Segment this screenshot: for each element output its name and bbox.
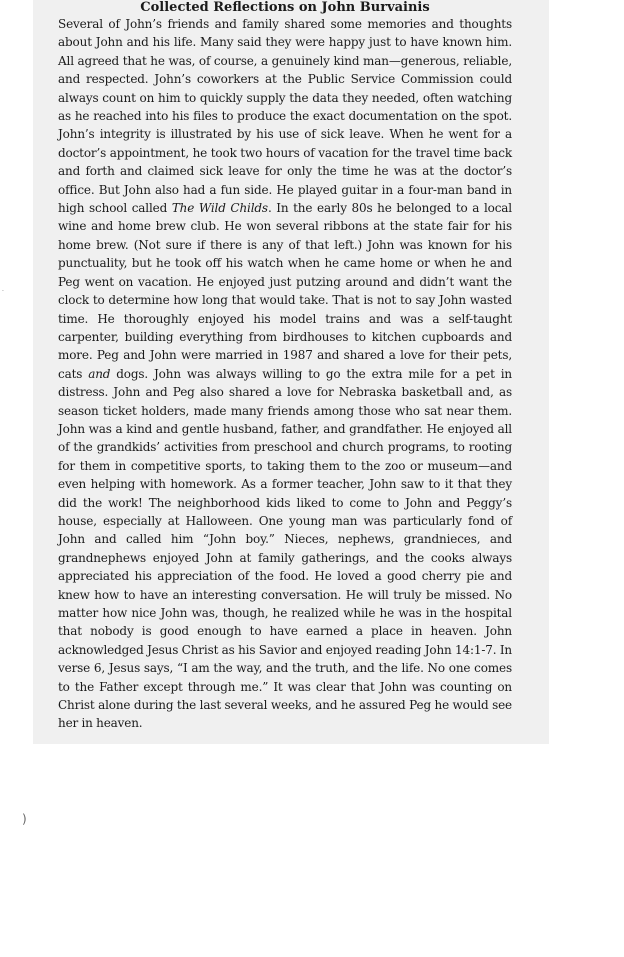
band-name: The Wild Childs — [171, 201, 268, 216]
body-segment-3: dogs. John was always willing to go the extra mile for a pet in distress. John and Peg also shared a love for Nebraska basketball and, as season ticket holders, made many friends among those who sat near them. John was a kind and gentle husband, father, and grandfather. He enjoyed all of the grandkids’ activities from preschool and church programs, to rooting for them in competitive sports, to taking them to the zoo or museum—and even helping with homework. As a former teacher, John saw to it that they did the work! The neighborhood kids liked to come to John and Peggy’s house, especially at Halloween. One young man was particularly fond of John and called him “John boy.” Nieces, nephews, grandnieces, and grandnephews enjoyed John at family gatherings, and the cooks always appreciated his appreciation of the food. He loved a good cherry pie and knew how to have an interesting conversation. He will truly be missed. No matter how nice John was, though, he realized while he was in the hospital that nobody is good enough to have earned a place in heaven. John acknowledged Jesus Christ as his Savior and enjoyed reading John 14:1-7. In verse 6, Jesus says, “I am the way, and the truth, and the life. No one comes to the Father except through me.” It was clear that John was counting on Christ alone during the last several weeks, and he assured Peg he would see her in heaven. — [58, 366, 513, 731]
scan-mark-icon: ) — [22, 812, 27, 826]
emphasized-and: and — [88, 366, 111, 381]
body-segment-2: . In the early 80s he belonged to a local wine and home brew club. He won several ribbons at the state fair for his home brew. (Not sure if there is any of that left.) John was known for his punctuality, but he took off his watch when he came home or when he and Peg went on vacation. He enjoyed just putzing around and didn’t want the clock to determine how long that would take. That is not to say John wasted time. He thoroughly enjoyed his model trains and was a self-taught carpenter, building everything from birdhouses to kitchen cupboards and more. Peg and John were married in 1987 and shared a love for their pets, cats — [58, 201, 512, 381]
article — [58, 0, 512, 733]
scan-speck-icon: · — [2, 288, 4, 295]
article-body — [58, 15, 512, 733]
article-title: Collected Reflections on John Burvainis — [140, 0, 430, 15]
body-segment-1: Several of John’s friends and family shared some memories and thoughts about John and his life. Many said they were happy just to have known him. All agreed that he was, of course, a genuinely kind man—generous, reliable, and respected. John’s coworkers at the Public Service Commission could always count on him to quickly supply the data they needed, often watching as he reached into his files to produce the exact documentation on the spot. John’s integrity is illustrated by his use of sick leave. When he went for a doctor’s appointment, he took two hours of vacation for the travel time back and forth and claimed sick leave for only the time he was at the doctor’s office. But John also had a fun side. He played guitar in a four-man band in high school called — [58, 17, 512, 216]
